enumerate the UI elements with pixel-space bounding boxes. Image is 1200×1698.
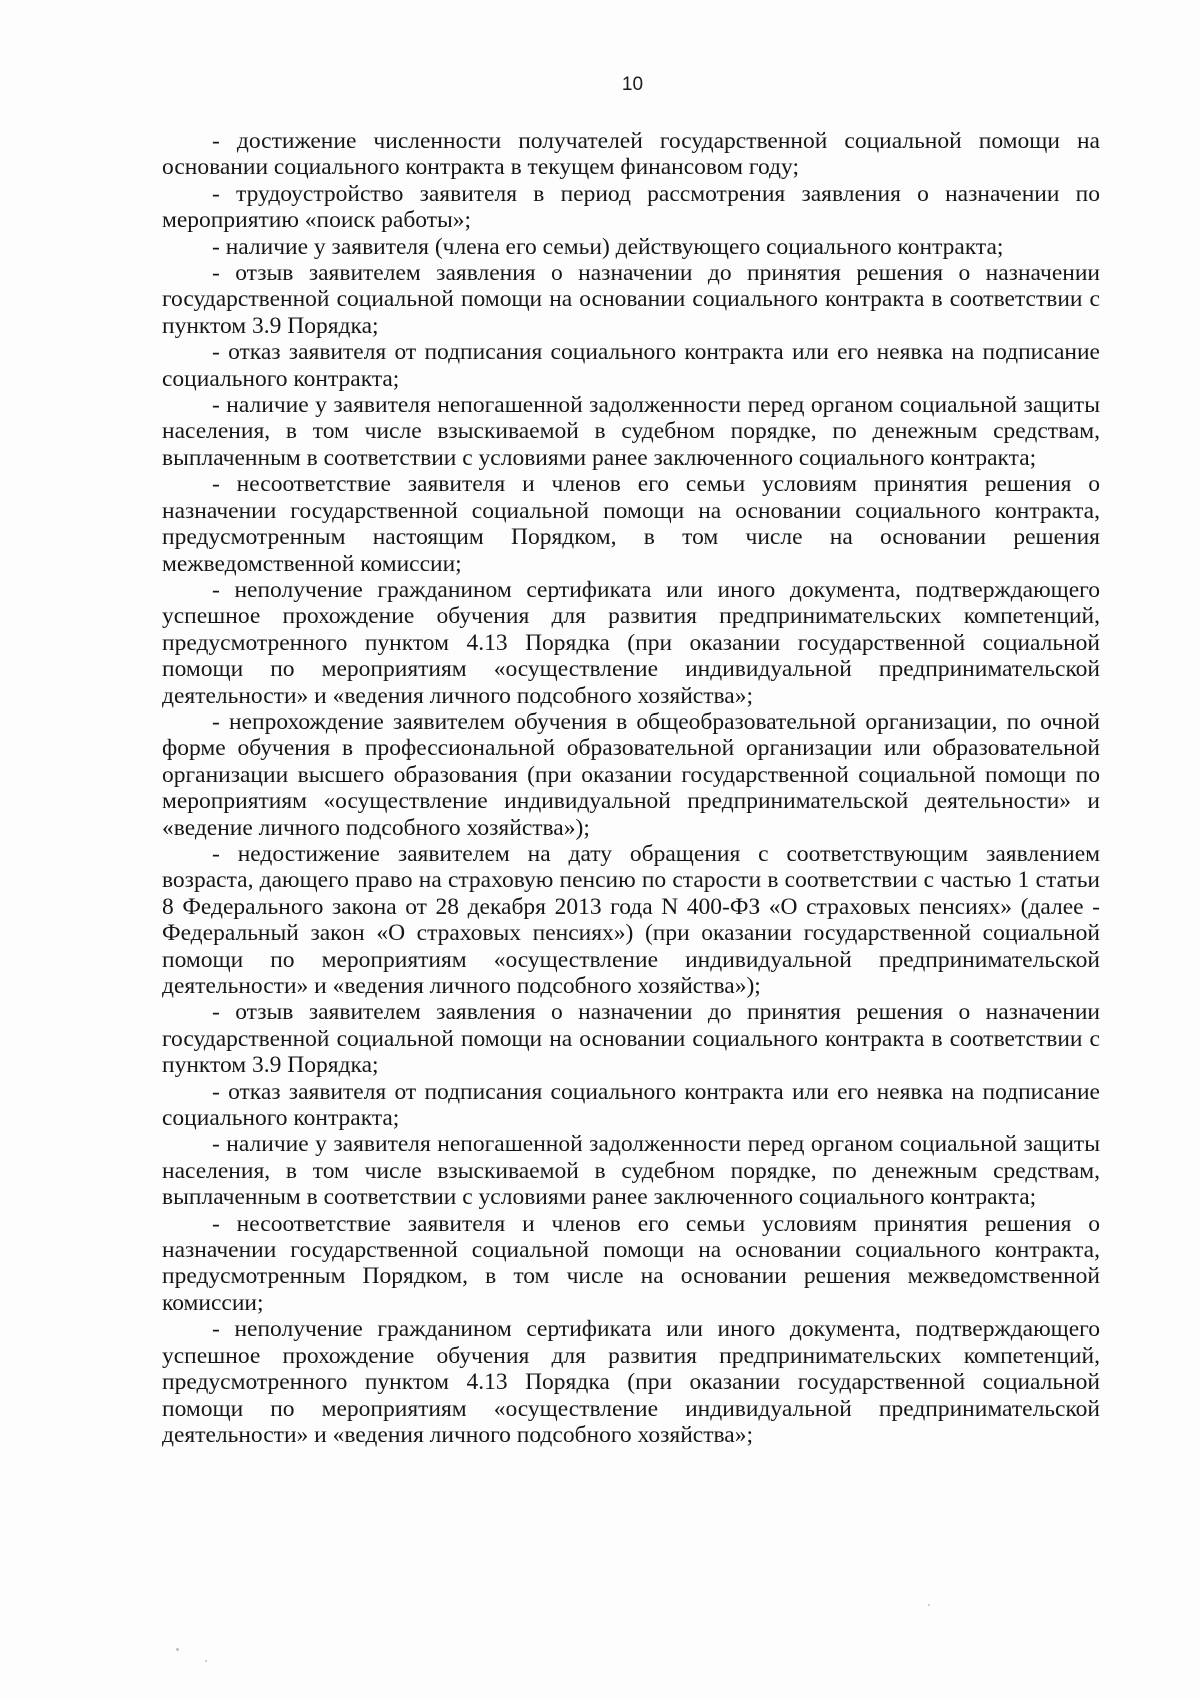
list-item: - наличие у заявителя непогашенной задолженности перед органом социальной защиты населения, в том числе взыскиваемой в судебном порядке, по денежным средствам, выплаченным в соответствии с условиями ранее заключенного социального контракта; — [162, 1131, 1100, 1211]
list-item: - отзыв заявителем заявления о назначении до принятия решения о назначении государственной социальной помощи на основании социального контракта в соответствии с пунктом 3.9 Порядка; — [162, 260, 1100, 339]
list-item: - отзыв заявителем заявления о назначении до принятия решения о назначении государственной социальной помощи на основании социального контракта в соответствии с пунктом 3.9 Порядка; — [162, 999, 1100, 1079]
list-item: - неполучение гражданином сертификата или иного документа, подтверждающего успешное прохождение обучения для развития предпринимательских компетенций, предусмотренного пунктом 4.13 Порядка (при оказании государственной социальной помощи по мероприятиям «осуществление индивидуальной предпринимательской деятельности» и «ведения личного подсобного хозяйства»; — [162, 1316, 1100, 1448]
scan-speck — [205, 1660, 207, 1662]
page-number: 10 — [621, 74, 644, 95]
list-item: - наличие у заявителя (члена его семьи) действующего социального контракта; — [212, 233, 1004, 260]
list-item: - трудоустройство заявителя в период рассмотрения заявления о назначении по мероприятию «поиск работы»; — [162, 180, 1100, 234]
list-item: - достижение численности получателей государственной социальной помощи на основании социального контракта в текущем финансовом году; — [162, 128, 1100, 181]
list-item: - наличие у заявителя непогашенной задолженности перед органом социальной защиты населения, в том числе взыскиваемой в судебном порядке, по денежным средствам, выплаченным в соответствии с условиями ранее заключенного социального контракта; — [162, 392, 1100, 471]
list-item: - отказ заявителя от подписания социального контракта или его неявка на подписание социального контракта; — [162, 339, 1100, 392]
list-item: - несоответствие заявителя и членов его семьи условиям принятия решения о назначении государственной социальной помощи на основании социального контракта, предусмотренным Порядком, в том числе на основании решения межведомственной комиссии; — [162, 1210, 1100, 1316]
scan-speck — [176, 1648, 179, 1651]
document-body — [162, 128, 1100, 1448]
list-item: - отказ заявителя от подписания социального контракта или его неявка на подписание социального контракта; — [162, 1078, 1100, 1132]
list-item: - неполучение гражданином сертификата или иного документа, подтверждающего успешное прохождение обучения для развития предпринимательских компетенций, предусмотренного пунктом 4.13 Порядка (при оказании государственной социальной помощи по мероприятиям «осуществление индивидуальной предпринимательской деятельности» и «ведения личного подсобного хозяйства»; — [162, 576, 1100, 709]
list-item: - непрохождение заявителем обучения в общеобразовательной организации, по очной форме обучения в профессиональной образовательной организации или образовательной организации высшего образования (при оказании государственной социальной помощи по мероприятиям «осуществление индивидуальной предпринимательской деятельности» и «ведение личного подсобного хозяйства»); — [162, 708, 1100, 841]
list-item: - несоответствие заявителя и членов его семьи условиям принятия решения о назначении государственной социальной помощи на основании социального контракта, предусмотренным настоящим Порядком, в том числе на основании решения межведомственной комиссии; — [162, 471, 1100, 577]
scan-speck — [928, 1604, 930, 1606]
list-item: - недостижение заявителем на дату обращения с соответствующим заявлением возраста, дающего право на страховую пенсию по старости в соответствии с частью 1 статьи 8 Федерального закона от 28 декабря 2013 года N 400-ФЗ «О страховых пенсиях» (далее - Федеральный закон «О страховых пенсиях») (при оказании государственной социальной помощи по мероприятиям «осуществление индивидуальной предпринимательской деятельности» и «ведения личного подсобного хозяйства»); — [162, 840, 1100, 999]
